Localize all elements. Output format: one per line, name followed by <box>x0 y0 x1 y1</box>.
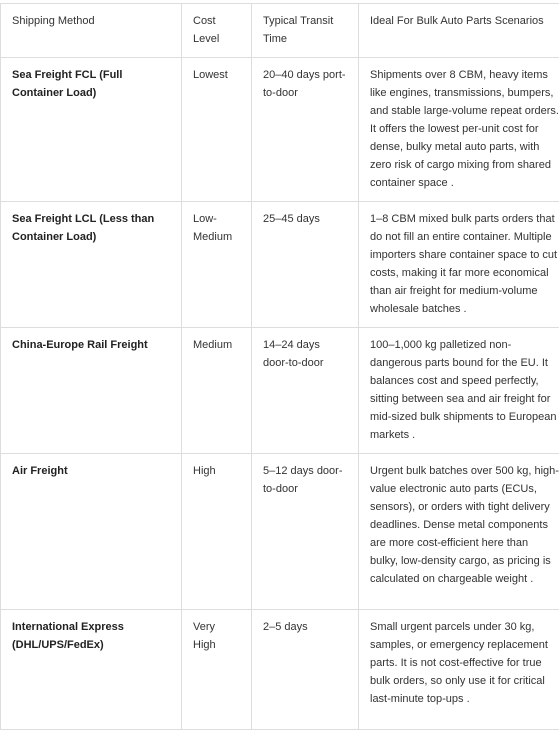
shipping-methods-table <box>0 3 559 730</box>
shipping-method-cell: International Express (DHL/UPS/FedEx) <box>1 610 182 730</box>
header-shipping-method: Shipping Method <box>1 4 182 58</box>
header-ideal-scenarios: Ideal For Bulk Auto Parts Scenarios <box>359 4 559 58</box>
transit-time-cell: 5–12 days door-to-door <box>252 454 359 610</box>
transit-time-cell: 20–40 days port-to-door <box>252 58 359 202</box>
ideal-scenario-cell: Small urgent parcels under 30 kg, samples, or emergency replacement parts. It is not cost-effective for true bulk orders, so only use it for critical last-minute top-ups . <box>359 610 559 730</box>
header-cost-level: Cost Level <box>182 4 252 58</box>
table-row <box>1 328 559 454</box>
ideal-scenario-cell: 1–8 CBM mixed bulk parts orders that do not fill an entire container. Multiple importers share container space to cut costs, making it far more economical than air freight for medium-volume wholesale batches . <box>359 202 559 328</box>
ideal-scenario-cell: Urgent bulk batches over 500 kg, high-value electronic auto parts (ECUs, sensors), or orders with tight delivery deadlines. Dense metal components are more cost-efficient here than bulky, low-density cargo, as pricing is calculated on chargeable weight . <box>359 454 559 610</box>
table-row <box>1 202 559 328</box>
table-row <box>1 610 559 730</box>
cost-level-cell: Lowest <box>182 58 252 202</box>
shipping-method-cell: China-Europe Rail Freight <box>1 328 182 454</box>
shipping-method-cell: Sea Freight LCL (Less than Container Load) <box>1 202 182 328</box>
cost-level-cell: Low-Medium <box>182 202 252 328</box>
transit-time-cell: 14–24 days door-to-door <box>252 328 359 454</box>
cost-level-cell: High <box>182 454 252 610</box>
transit-time-cell: 2–5 days <box>252 610 359 730</box>
ideal-scenario-cell: Shipments over 8 CBM, heavy items like engines, transmissions, bumpers, and stable large-volume repeat orders. It offers the lowest per-unit cost for dense, bulky metal auto parts, with zero risk of cargo mixing from shared container space . <box>359 58 559 202</box>
header-transit-time: Typical Transit Time <box>252 4 359 58</box>
table-row <box>1 58 559 202</box>
cost-level-cell: Very High <box>182 610 252 730</box>
table-row <box>1 454 559 610</box>
shipping-method-cell: Sea Freight FCL (Full Container Load) <box>1 58 182 202</box>
table-header-row <box>1 4 559 58</box>
cost-level-cell: Medium <box>182 328 252 454</box>
transit-time-cell: 25–45 days <box>252 202 359 328</box>
ideal-scenario-cell: 100–1,000 kg palletized non-dangerous parts bound for the EU. It balances cost and speed perfectly, sitting between sea and air freight for mid-sized bulk shipments to European markets . <box>359 328 559 454</box>
shipping-method-cell: Air Freight <box>1 454 182 610</box>
